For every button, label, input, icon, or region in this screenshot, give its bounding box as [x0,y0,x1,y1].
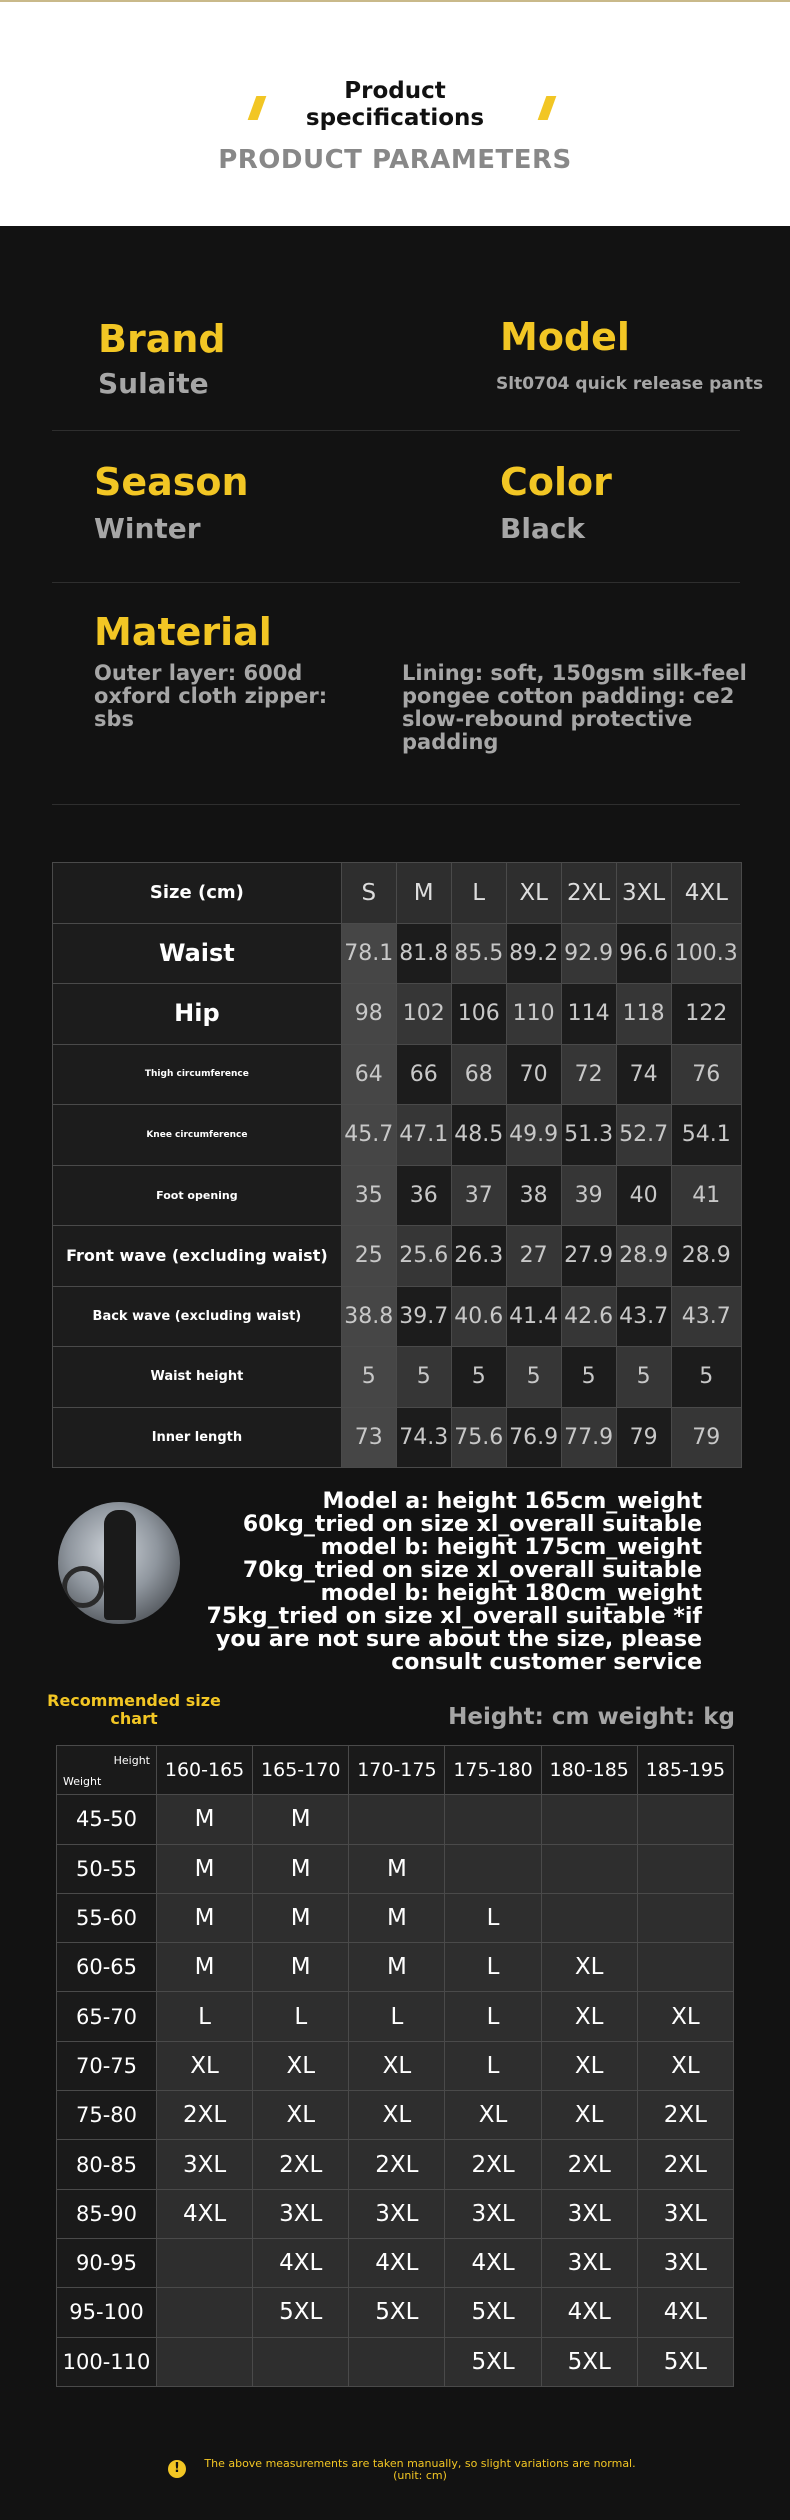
size-column-header: 3XL [616,863,671,924]
size-table [52,862,742,1468]
size-cell: 41.4 [506,1286,561,1347]
size-row [53,1105,742,1166]
size-cell: 76 [671,1044,741,1105]
weight-row-label: 55-60 [57,1893,157,1942]
recommend-cell: 5XL [445,2288,541,2337]
size-row [53,1165,742,1226]
recommend-corner [57,1746,157,1795]
size-column-header: XL [506,863,561,924]
size-row-label: Inner length [53,1407,342,1468]
recommend-cell: XL [157,2041,253,2090]
recommend-cell: 3XL [541,2238,637,2287]
recommend-cell: XL [445,2091,541,2140]
recommend-row [57,1844,734,1893]
recommend-cell: M [253,1795,349,1844]
size-cell: 68 [451,1044,506,1105]
size-row [53,1286,742,1347]
recommend-cell: 2XL [541,2140,637,2189]
recommend-cell: M [349,1943,445,1992]
size-cell: 5 [451,1347,506,1408]
size-row [53,1044,742,1105]
recommend-cell: 2XL [637,2140,733,2189]
size-cell: 27 [506,1226,561,1287]
model-label: Model [500,315,630,359]
size-row [53,923,742,984]
recommend-cell: M [253,1893,349,1942]
size-cell: 40 [616,1165,671,1226]
color-value: Black [500,512,586,545]
weight-row-label: 85-90 [57,2189,157,2238]
recommend-cell: M [349,1844,445,1893]
size-cell: 75.6 [451,1407,506,1468]
recommend-cell [541,1795,637,1844]
recommend-cell [349,1795,445,1844]
size-cell: 110 [506,984,561,1045]
recommend-cell: 4XL [541,2288,637,2337]
size-cell: 41 [671,1165,741,1226]
size-cell: 89.2 [506,923,561,984]
recommend-cell: XL [541,1992,637,2041]
recommend-cell: L [349,1992,445,2041]
size-column-header: M [396,863,451,924]
recommend-cell: XL [253,2041,349,2090]
recommend-cell: 2XL [445,2140,541,2189]
recommend-cell: 5XL [349,2288,445,2337]
size-cell: 77.9 [561,1407,616,1468]
size-cell: 122 [671,984,741,1045]
recommend-cell: 3XL [637,2238,733,2287]
dark-content [0,226,790,2520]
recommend-cell: M [157,1893,253,1942]
recommend-unit: Height: cm weight: kg [448,1704,735,1730]
divider [52,804,740,805]
size-cell: 5 [396,1347,451,1408]
season-label: Season [94,460,249,504]
size-cell: 43.7 [671,1286,741,1347]
size-cell: 92.9 [561,923,616,984]
size-row-label: Back wave (excluding waist) [53,1286,342,1347]
footnote-text: The above measurements are taken manually, so slight variations are normal. (unit: cm) [204,2457,636,2482]
recommend-cell: M [157,1795,253,1844]
size-cell: 106 [451,984,506,1045]
size-cell: 100.3 [671,923,741,984]
recommend-cell: M [349,1893,445,1942]
size-row-label: Hip [53,984,342,1045]
model-value: Slt0704 quick release pants [496,374,764,394]
recommend-cell: 4XL [637,2288,733,2337]
recommend-row [57,1943,734,1992]
material-outer: Outer layer: 600d oxford cloth zipper: sbs [94,661,328,731]
recommend-cell: XL [349,2091,445,2140]
recommend-cell: 5XL [253,2288,349,2337]
size-cell: 54.1 [671,1105,741,1166]
recommend-cell: XL [541,2041,637,2090]
size-cell: 37 [451,1165,506,1226]
size-cell: 49.9 [506,1105,561,1166]
size-column-header: 4XL [671,863,741,924]
size-cell: 5 [506,1347,561,1408]
recommend-cell: 3XL [541,2189,637,2238]
height-column-header: 185-195 [637,1746,733,1795]
recommend-cell: 5XL [541,2337,637,2386]
recommend-cell: 5XL [445,2337,541,2386]
divider [52,430,740,431]
recommend-cell: 3XL [157,2140,253,2189]
size-cell: 25.6 [396,1226,451,1287]
recommend-table [56,1745,734,2387]
size-cell: 28.9 [616,1226,671,1287]
recommend-cell: L [445,1943,541,1992]
recommend-cell [637,1844,733,1893]
recommend-cell [253,2337,349,2386]
recommend-cell [445,1795,541,1844]
size-row-label: Front wave (excluding waist) [53,1226,342,1287]
recommend-cell [637,1795,733,1844]
size-cell: 28.9 [671,1226,741,1287]
size-cell: 27.9 [561,1226,616,1287]
recommend-cell: 5XL [637,2337,733,2386]
material-lining: Lining: soft, 150gsm silk-feel pongee cotton padding: ce2 slow-rebound protective padding [402,661,747,754]
recommend-row [57,2238,734,2287]
weight-row-label: 70-75 [57,2041,157,2090]
weight-row-label: 50-55 [57,1844,157,1893]
size-cell: 38.8 [341,1286,396,1347]
recommend-cell: 2XL [253,2140,349,2189]
recommend-cell: 4XL [349,2238,445,2287]
brand-value: Sulaite [98,367,209,400]
size-row [53,1226,742,1287]
size-cell: 40.6 [451,1286,506,1347]
weight-row-label: 80-85 [57,2140,157,2189]
size-cell: 26.3 [451,1226,506,1287]
recommend-row [57,2041,734,2090]
model-info-text: Model a: height 165cm_weight 60kg_tried on size xl_overall suitable model b: height 175cm_weight 70kg_tried on size xl_overall suitable model b: height 180cm_weight 75kg_tried on size xl_overall suitable *if you are not sure about the size, please consult customer service [206,1489,702,1675]
size-cell: 96.6 [616,923,671,984]
recommend-cell: 4XL [445,2238,541,2287]
recommend-cell: 2XL [157,2091,253,2140]
recommend-cell: 2XL [349,2140,445,2189]
recommend-row [57,2189,734,2238]
recommend-cell: M [157,1844,253,1893]
size-column-header: L [451,863,506,924]
recommend-cell [445,1844,541,1893]
size-cell: 5 [671,1347,741,1408]
size-column-header: 2XL [561,863,616,924]
size-cell: 39 [561,1165,616,1226]
recommend-row [57,1795,734,1844]
size-row-label: Waist height [53,1347,342,1408]
size-cell: 25 [341,1226,396,1287]
warning-icon: ! [168,2460,186,2478]
page-subtitle: PRODUCT PARAMETERS [218,145,572,175]
model-photo [58,1502,180,1624]
size-cell: 64 [341,1044,396,1105]
height-column-header: 180-185 [541,1746,637,1795]
weight-row-label: 90-95 [57,2238,157,2287]
recommend-cell: XL [253,2091,349,2140]
recommend-row [57,2140,734,2189]
brand-label: Brand [98,317,226,361]
recommend-cell: 2XL [637,2091,733,2140]
height-column-header: 175-180 [445,1746,541,1795]
size-cell: 74 [616,1044,671,1105]
size-cell: 79 [616,1407,671,1468]
size-cell: 43.7 [616,1286,671,1347]
corner-height-label: Height [113,1754,150,1767]
size-cell: 74.3 [396,1407,451,1468]
recommend-cell: 3XL [349,2189,445,2238]
recommend-cell: M [157,1943,253,1992]
size-cell: 118 [616,984,671,1045]
season-value: Winter [94,512,201,545]
recommend-cell: 3XL [637,2189,733,2238]
recommend-cell [157,2288,253,2337]
height-column-header: 165-170 [253,1746,349,1795]
recommend-row [57,2288,734,2337]
size-header-row [53,863,742,924]
size-cell: 102 [396,984,451,1045]
size-cell: 38 [506,1165,561,1226]
recommend-cell: M [253,1844,349,1893]
recommend-cell: XL [637,2041,733,2090]
height-column-header: 170-175 [349,1746,445,1795]
size-cell: 5 [561,1347,616,1408]
size-cell: 70 [506,1044,561,1105]
recommend-cell [637,1943,733,1992]
recommend-cell [349,2337,445,2386]
recommend-cell: L [157,1992,253,2041]
size-cell: 81.8 [396,923,451,984]
size-cell: 73 [341,1407,396,1468]
size-row-label: Foot opening [53,1165,342,1226]
weight-row-label: 65-70 [57,1992,157,2041]
recommend-header-row [57,1746,734,1795]
motorcycle-wheel-icon [62,1566,104,1608]
recommend-cell [541,1844,637,1893]
weight-row-label: 100-110 [57,2337,157,2386]
weight-row-label: 45-50 [57,1795,157,1844]
size-cell: 48.5 [451,1105,506,1166]
size-cell: 98 [341,984,396,1045]
size-cell: 47.1 [396,1105,451,1166]
size-row-label: Thigh circumference [53,1044,342,1105]
size-row [53,984,742,1045]
size-cell: 45.7 [341,1105,396,1166]
page-title: Product specifications [305,78,485,131]
recommend-row [57,1992,734,2041]
height-column-header: 160-165 [157,1746,253,1795]
rider-figure-icon [104,1510,136,1620]
recommend-cell: XL [541,1943,637,1992]
size-cell: 51.3 [561,1105,616,1166]
weight-row-label: 95-100 [57,2288,157,2337]
recommend-row [57,1893,734,1942]
size-row [53,1347,742,1408]
recommend-cell: L [445,2041,541,2090]
size-cell: 5 [616,1347,671,1408]
recommend-cell: XL [349,2041,445,2090]
size-cell: 35 [341,1165,396,1226]
size-cell: 78.1 [341,923,396,984]
recommend-cell: L [445,1992,541,2041]
recommend-cell: 4XL [253,2238,349,2287]
weight-row-label: 60-65 [57,1943,157,1992]
corner-weight-label: Weight [63,1775,102,1789]
size-cell: 79 [671,1407,741,1468]
size-header-label: Size (cm) [53,863,342,924]
recommend-cell: 4XL [157,2189,253,2238]
size-cell: 5 [341,1347,396,1408]
size-cell: 42.6 [561,1286,616,1347]
size-cell: 85.5 [451,923,506,984]
recommend-title: Recommended size chart [47,1691,221,1728]
material-label: Material [94,610,272,654]
recommend-cell [541,1893,637,1942]
recommend-cell [637,1893,733,1942]
recommend-row [57,2091,734,2140]
recommend-cell: L [253,1992,349,2041]
recommend-cell [157,2337,253,2386]
weight-row-label: 75-80 [57,2091,157,2140]
size-row-label: Waist [53,923,342,984]
size-cell: 39.7 [396,1286,451,1347]
divider [52,582,740,583]
size-cell: 76.9 [506,1407,561,1468]
recommend-cell [157,2238,253,2287]
color-label: Color [500,460,612,504]
size-column-header: S [341,863,396,924]
size-row-label: Knee circumference [53,1105,342,1166]
size-row [53,1407,742,1468]
size-cell: 52.7 [616,1105,671,1166]
recommend-cell: 3XL [445,2189,541,2238]
recommend-row [57,2337,734,2386]
recommend-cell: 3XL [253,2189,349,2238]
size-cell: 72 [561,1044,616,1105]
recommend-cell: XL [541,2091,637,2140]
recommend-cell: XL [637,1992,733,2041]
recommend-cell: L [445,1893,541,1942]
size-cell: 36 [396,1165,451,1226]
size-cell: 114 [561,984,616,1045]
size-cell: 66 [396,1044,451,1105]
recommend-cell: M [253,1943,349,1992]
